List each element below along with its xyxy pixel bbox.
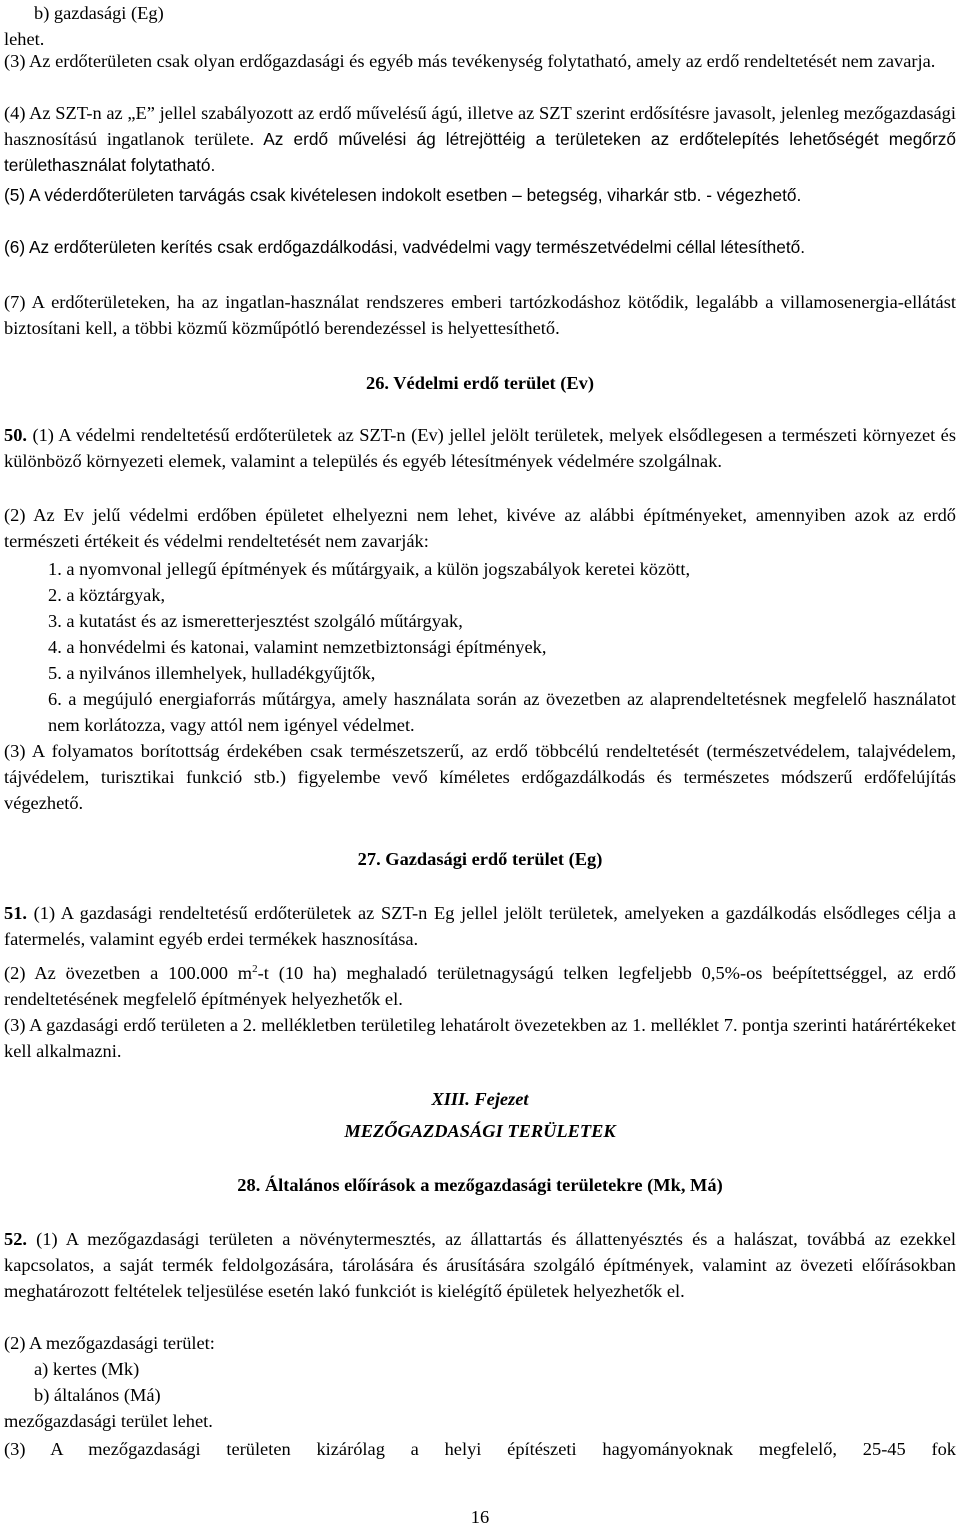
paragraph-6 [4, 234, 956, 260]
list-item-altalanos: b) általános (Má) [34, 1385, 161, 1405]
list-item-kertes: a) kertes (Mk) [34, 1359, 140, 1379]
section-heading-28: 28. Általános előírások a mezőgazdasági területekre (Mk, Má) [237, 1175, 723, 1195]
paragraph-6-text: (6) Az erdőterületen kerítés csak erdőgazdálkodási, vadvédelmi vagy természetvédelmi céllal létesíthető. [4, 237, 806, 257]
chapter-number: XIII. Fejezet [431, 1089, 529, 1109]
paragraph-5 [4, 182, 956, 208]
list-item: 3. a kutatást és az ismeretterjesztést szolgáló műtárgyak, [48, 611, 463, 631]
section-50-number: 50. [4, 425, 27, 445]
section-heading-27: 27. Gazdasági erdő terület (Eg) [357, 849, 603, 869]
section-50-paragraph-2: (2) Az Ev jelű védelmi erdőben épületet elhelyezni nem lehet, kivéve az alábbi építményeket, amennyiben azok az erdő természeti értékeit és védelmi rendeltetését nem zavarják: [4, 505, 956, 551]
section-52-p1-text: (1) A mezőgazdasági területen a növénytermesztés, az állattartás és állattenyésztés és a halászat, továbbá az ezekkel kapcsolatos, a saját termék feldolgozására, tárolására és árusítására szolgáló építmények, valamint az övezeti előírásokban meghatározott feltételek teljesülése esetén lakó funkciót is kielégítő épületek helyezhetők el. [4, 1229, 956, 1301]
list-item: 4. a honvédelmi és katonai, valamint nemzetbiztonsági építmények, [48, 637, 547, 657]
section-51-p1-text: (1) A gazdasági rendeltetésű erdőterületek az SZT-n Eg jellel jelölt területek, amelyeken a gazdálkodás elsődleges célja a fatermelés, valamint egyéb erdei termékek hasznosítása. [4, 903, 956, 949]
s51-p2-part-b: -t (10 ha) meghaladó területnagyságú telken legfeljebb 0,5%-os beépítettséggel, az erdő rendeltetésének megfelelő építmények helyezhetők el. [4, 963, 957, 1009]
superscript-2: 2 [252, 962, 258, 975]
list-item-gazdasagi: b) gazdasági (Eg) [34, 3, 164, 23]
page-number: 16 [470, 1507, 490, 1527]
section-52-number: 52. [4, 1229, 27, 1249]
list-item: 6. a megújuló energiaforrás műtárgya, amely használata során az övezetben az alaprendeltetésnek megfelelő használatot nem korlátozza, vagy attól nem igényel védelmet. [48, 689, 956, 735]
section-52-p2-tail: mezőgazdasági terület lehet. [4, 1411, 213, 1431]
chapter-title: MEZŐGAZDASÁGI TERÜLETEK [344, 1121, 616, 1141]
paragraph-4-sans: Az erdő művelési ág létrejöttéig a területeken az erdőtelepítés lehetőségét megőrző területhasználat folytatható. [4, 129, 956, 175]
section-52-paragraph-1 [4, 1226, 956, 1304]
section-50-list [4, 556, 956, 738]
list-item: 2. a köztárgyak, [48, 585, 166, 605]
section-50-paragraph-1 [4, 422, 956, 474]
section-51-paragraph-1 [4, 900, 956, 952]
s51-p2-part-a: (2) Az övezetben a 100.000 m [4, 963, 253, 983]
list-item: 1. a nyomvonal jellegű építmények és műtárgyaik, a külön jogszabályok keretei között, [48, 559, 691, 579]
paragraph-7: (7) A erdőterületeken, ha az ingatlan-használat rendszeres emberi tartózkodáshoz kötődik, legalább a villamosenergia-ellátást biztosítani kell, a többi közmű közműpótló berendezéssel is helyettesíthető. [4, 292, 956, 338]
section-51-paragraph-2 [4, 960, 956, 1012]
list-item: 5. a nyilvános illemhelyek, hulladékgyűjtők, [48, 663, 376, 683]
section-50-paragraph-3: (3) A folyamatos borítottság érdekében csak természetszerű, az erdő többcélú rendeltetését (természetvédelem, talajvédelem, tájvédelem, turisztikai funkció stb.) figyelembe vevő kíméletes erdőgazdálkodás és természetes módszerű erdőfelújítás végezhető. [4, 741, 956, 813]
text-line-lehet: lehet. [4, 29, 45, 49]
paragraph-3: (3) Az erdőterületen csak olyan erdőgazdasági és egyéb más tevékenység folytatható, amely az erdő rendeltetését nem zavarja. [4, 51, 936, 71]
section-51-number: 51. [4, 903, 27, 923]
section-52-paragraph-2: (2) A mezőgazdasági terület: [4, 1333, 215, 1353]
section-heading-26: 26. Védelmi erdő terület (Ev) [366, 373, 594, 393]
section-51-paragraph-3: (3) A gazdasági erdő területen a 2. mellékletben területileg lehatárolt övezetekben az 1. melléklet 7. pontja szerinti határértékeket kell alkalmazni. [4, 1015, 956, 1061]
section-50-p1-text: (1) A védelmi rendeltetésű erdőterületek az SZT-n (Ev) jellel jelölt területek, melyek elsődlegesen a természeti környezet és különböző környezeti elemek, valamint a település és egyéb létesítmények védelmére szolgálnak. [4, 425, 956, 471]
paragraph-4-serif: (4) Az SZT-n az „E” jellel szabályozott az erdő művelésű ágú, illetve az SZT szerint erdősítésre javasolt, jelenleg mezőgazdasági hasznosítású ingatlanok területe. [4, 103, 956, 149]
paragraph-5-text: (5) A véderdőterületen tarvágás csak kivételesen indokolt esetben – betegség, viharkár stb. - végezhető. [4, 185, 802, 205]
paragraph-4 [4, 100, 956, 178]
section-52-paragraph-3: (3) A mezőgazdasági területen kizárólag a helyi építészeti hagyományoknak megfelelő, 25-45 fok [4, 1439, 956, 1459]
